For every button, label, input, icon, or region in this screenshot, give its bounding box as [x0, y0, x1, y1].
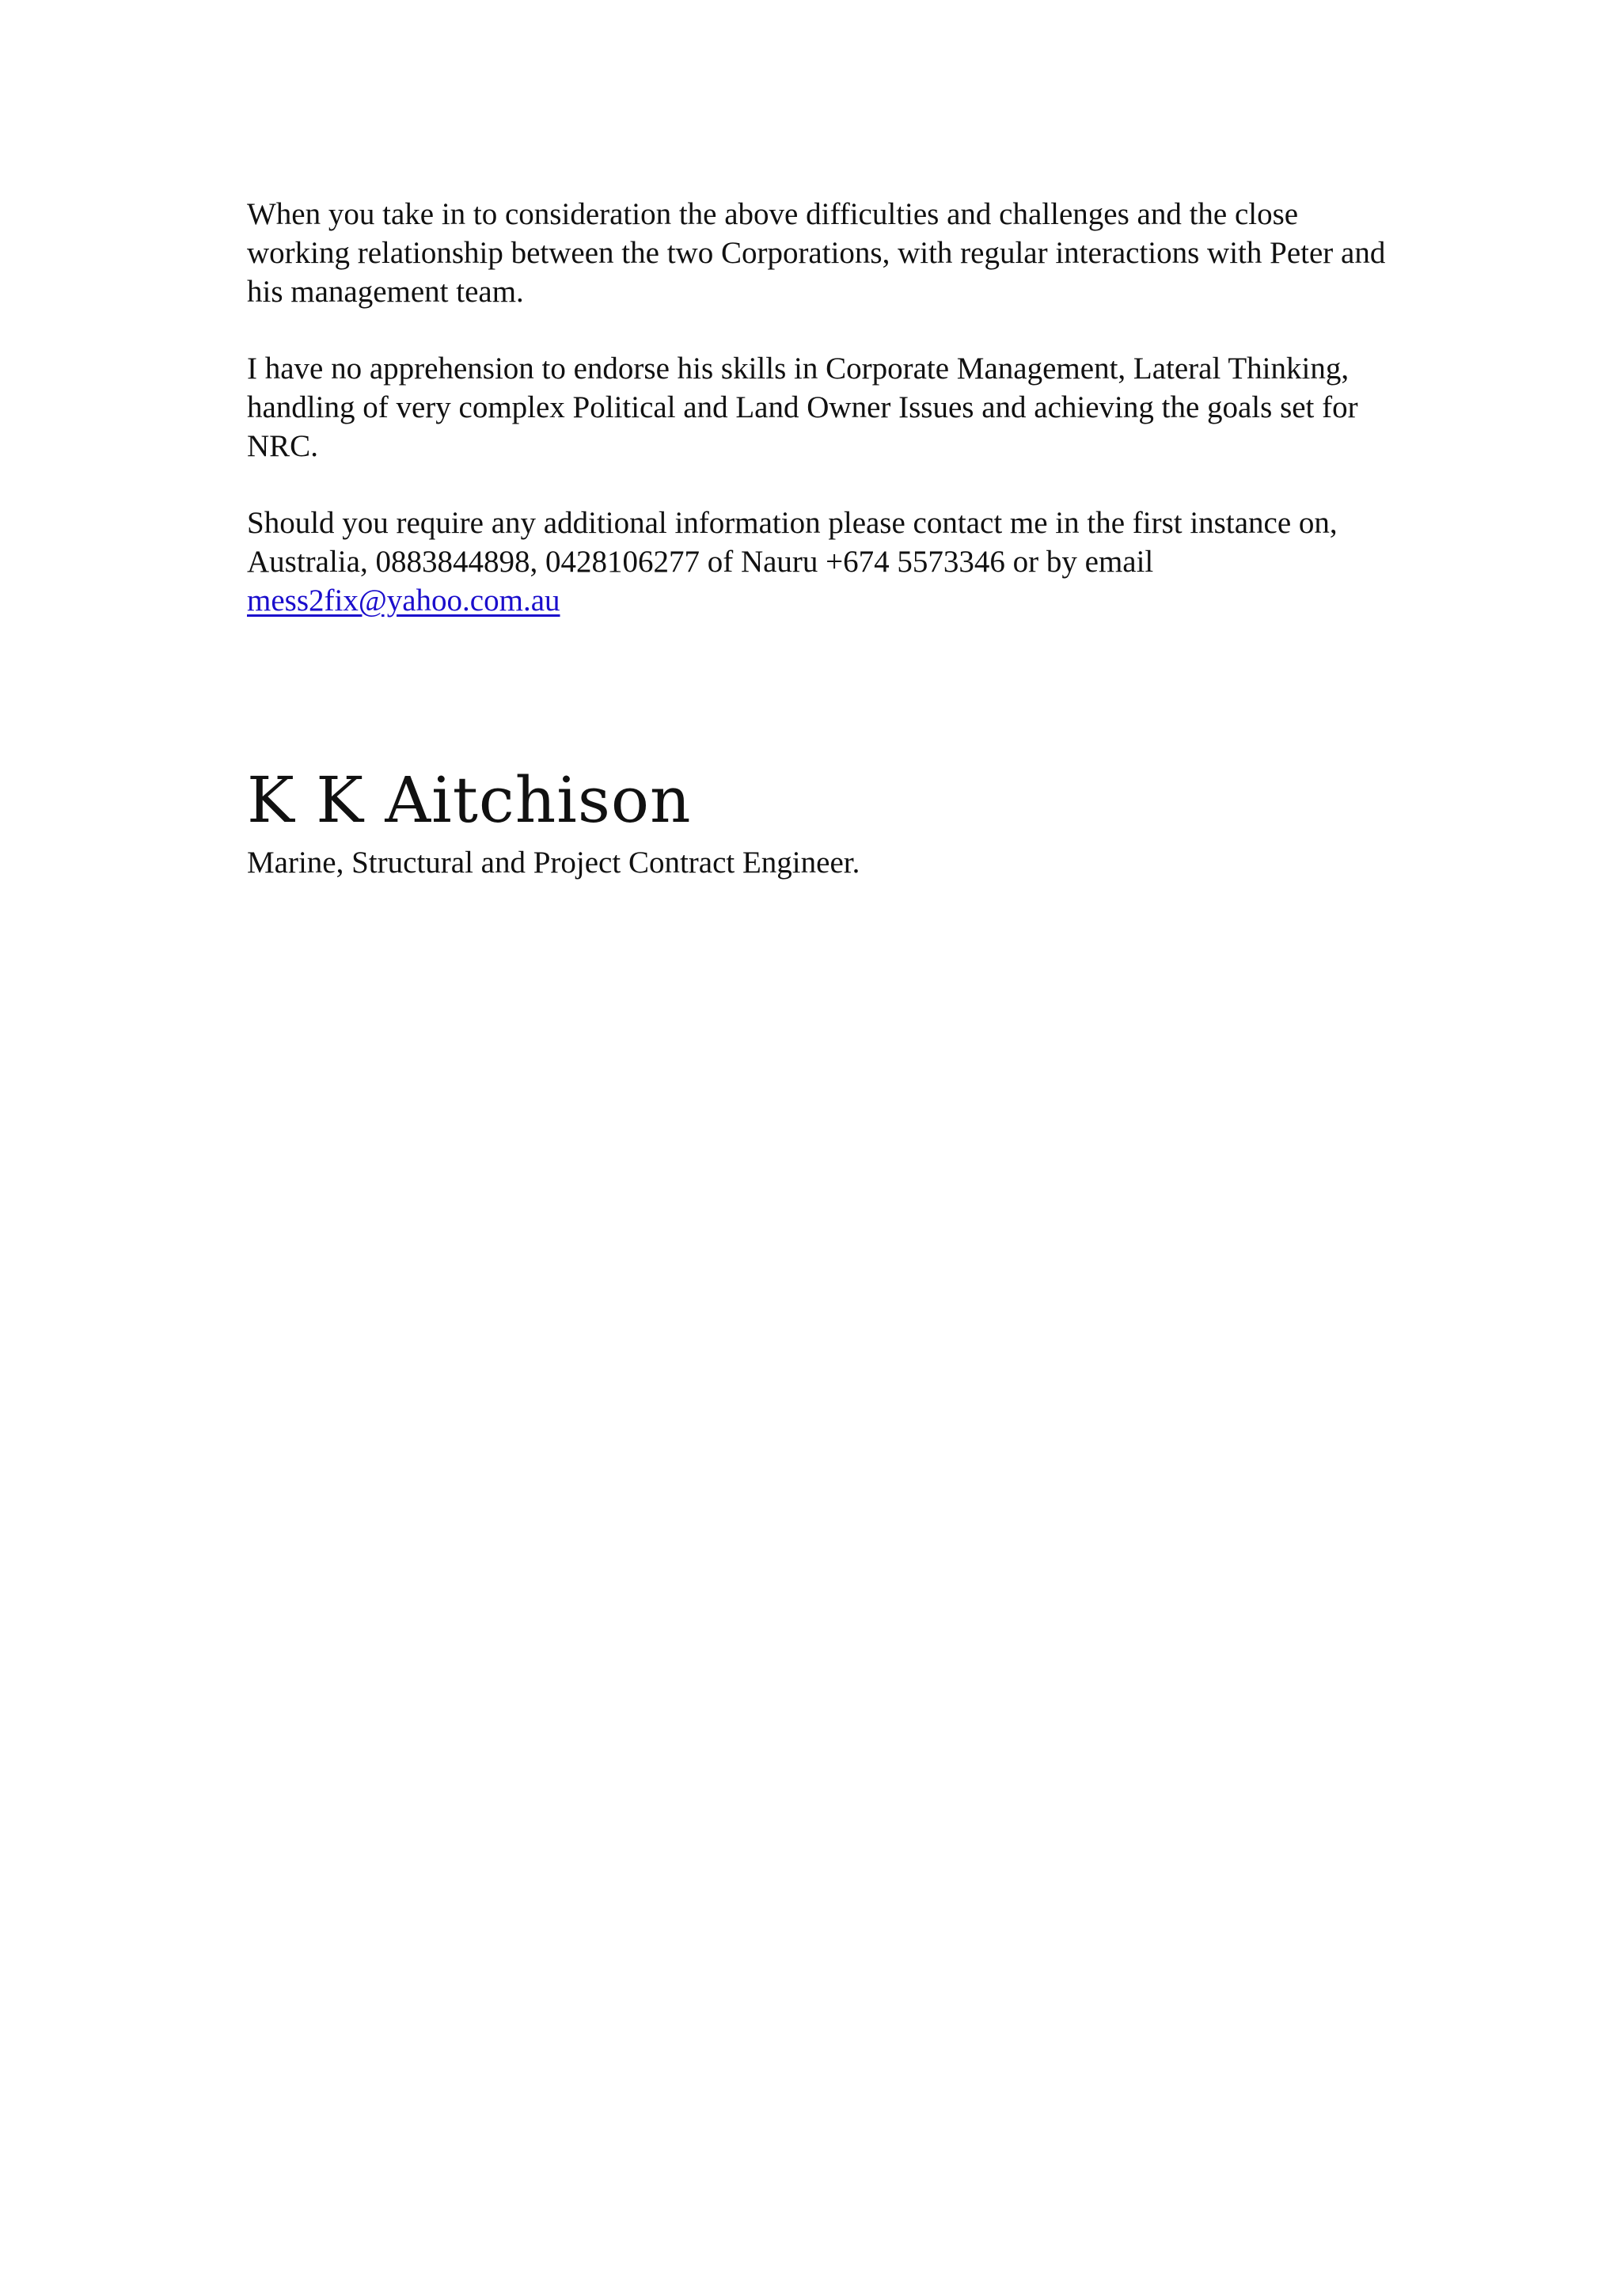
contact-text: Should you require any additional information please contact me in the first instance on, Australia, 0883844898, 0428106277 of Nauru +674 5573346 or by email	[247, 506, 1338, 579]
signature-name: K K Aitchison	[247, 763, 692, 837]
paragraph-contact	[247, 504, 1387, 620]
paragraph-endorsement: I have no apprehension to endorse his skills in Corporate Management, Lateral Thinking, handling of very complex Political and Land Owner Issues and achieving the goals set for NRC.	[247, 352, 1358, 463]
email-link[interactable]: mess2fix@yahoo.com.au	[247, 584, 560, 618]
signature-title: Marine, Structural and Project Contract Engineer.	[247, 846, 860, 880]
paragraph-consideration: When you take in to consideration the above difficulties and challenges and the close working relationship between the two Corporations, with regular interactions with Peter and his management team.	[247, 197, 1386, 309]
letter-body	[247, 195, 1387, 882]
